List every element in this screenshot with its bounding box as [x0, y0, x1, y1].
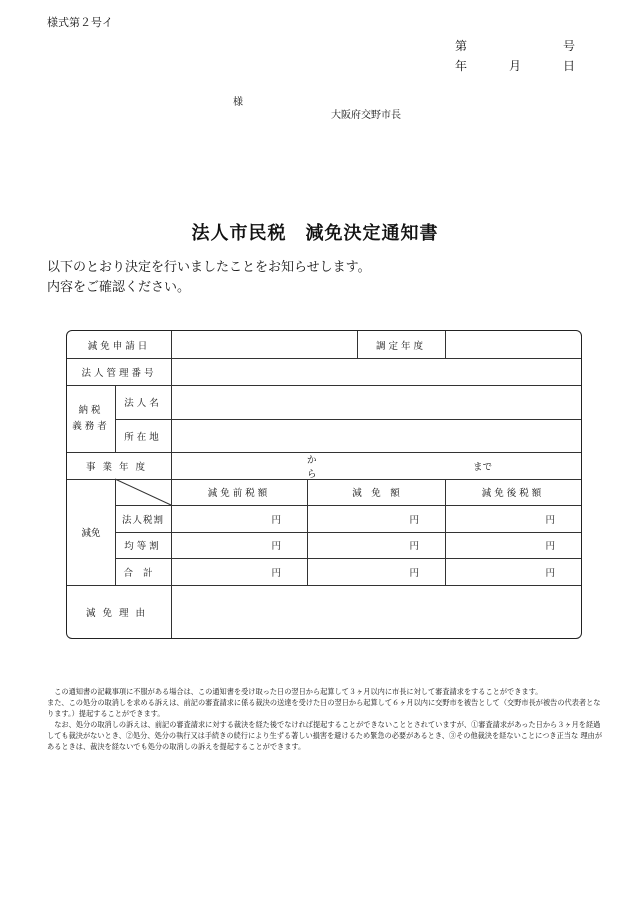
corp-mgmt-no-label: 法人管理番号	[81, 367, 157, 379]
yen-cell: 円	[409, 567, 419, 579]
appeal-notice	[47, 686, 607, 752]
address-label: 所在地	[124, 431, 162, 443]
col-before-header: 減免前税額	[207, 488, 271, 499]
notice-paragraph: また、この処分の取消しを求める訴えは、前記の審査請求に係る裁決の送達を受けた日の翌日から起算して６ヶ月以内に交野市を被告として（交野市長が被告の代表者となります。）提起することができます。	[47, 698, 601, 718]
row-label: 法人税割	[121, 514, 164, 526]
intro-text	[47, 258, 371, 298]
yen-cell: 円	[545, 567, 555, 579]
intro-line-2: 内容をご確認ください。	[47, 280, 191, 295]
taxpayer-label	[67, 385, 115, 452]
form-code: 様式第２号イ	[47, 16, 113, 29]
number-suffix: 号	[563, 39, 576, 53]
document-title: 法人市民税 減免決定通知書	[191, 223, 439, 244]
yen-cell: 円	[271, 514, 281, 526]
intro-line-1: 以下のとおり決定を行いましたことをお知らせします。	[47, 260, 371, 275]
exemption-table	[66, 330, 582, 639]
corp-name-label: 法人名	[124, 398, 162, 409]
row-label: 均等割	[124, 541, 162, 552]
exemption-label: 減免	[81, 528, 101, 539]
date-year: 年	[455, 59, 468, 73]
yen-cell: 円	[271, 567, 281, 579]
tax-year-label: 調定年度	[375, 340, 426, 352]
col-after-header: 減免後税額	[481, 488, 545, 499]
taxpayer-label-line-1: 納税	[78, 404, 104, 416]
date-day: 日	[563, 59, 576, 73]
to-label: まで	[473, 461, 493, 473]
notice-paragraph: この通知書の記載事項に不服がある場合は、この通知書を受け取った日の翌日から起算して３ヶ月以内に市長に対して審査請求をすることができます。	[47, 687, 543, 696]
business-year-label: 事業年度	[85, 461, 152, 473]
row-label: 合計	[123, 567, 163, 579]
yen-cell: 円	[545, 514, 555, 526]
number-prefix: 第	[455, 39, 468, 53]
from-label: から	[307, 454, 317, 480]
date-month: 月	[509, 59, 522, 73]
col-amount-header: 減 免 額	[352, 488, 400, 499]
document-number-date	[455, 36, 575, 76]
addressee-suffix: 様	[233, 97, 243, 108]
issuer: 大阪府交野市長	[331, 110, 401, 121]
taxpayer-label-line-2: 義務者	[72, 420, 110, 432]
yen-cell: 円	[409, 541, 419, 552]
yen-cell: 円	[409, 514, 419, 526]
yen-cell: 円	[271, 541, 281, 552]
reason-label: 減免理由	[85, 607, 152, 619]
application-date-label: 減免申請日	[87, 340, 151, 352]
notice-paragraph: なお、処分の取消しの訴えは、前記の審査請求に対する裁決を経た後でなければ提起することができないこととされていますが、①審査請求があった日から３ヶ月を経過しても裁決がないとき、②処分、処分の執行又は手続きの続行により生ずる著しい損害を避けるため緊急の必要があるとき、③その他裁決を経ないことにつき正当な 理由があるときは、裁決を経ないでも処分の取消しの訴えを提起することができます。	[47, 720, 603, 751]
yen-cell: 円	[545, 541, 555, 552]
